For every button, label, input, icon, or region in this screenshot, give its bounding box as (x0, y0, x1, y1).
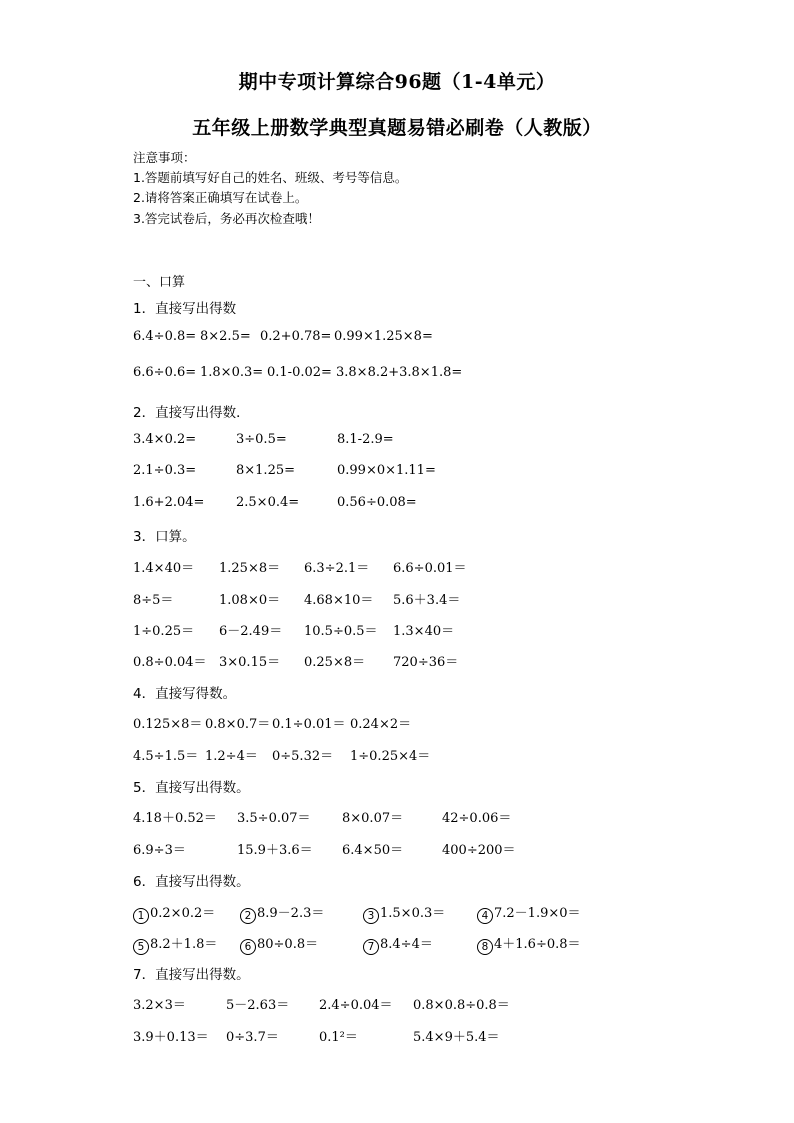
arithmetic-problem: 720÷36＝ (393, 655, 459, 670)
arithmetic-problem: 6.4÷0.8= (133, 329, 197, 344)
question-title: 6．直接写出得数。 (133, 874, 250, 890)
arithmetic-problem: 4.5÷1.5＝ (133, 749, 199, 764)
arithmetic-problem: 0.25×8＝ (304, 655, 366, 670)
arithmetic-problem: 1.4×40＝ (133, 561, 195, 576)
arithmetic-problem: 3×0.15＝ (219, 655, 281, 670)
problem-row (0, 620, 794, 640)
arithmetic-problem: 4.68×10＝ (304, 593, 374, 608)
problem-expression: 8.4÷4＝ (380, 937, 433, 952)
arithmetic-problem: 0.1-0.02= (267, 365, 332, 380)
arithmetic-problem: 1÷0.25＝ (133, 624, 195, 639)
arithmetic-problem: 0.2+0.78= (260, 329, 332, 344)
problem-expression: 8.9－2.3＝ (257, 906, 325, 921)
arithmetic-problem: 0.8×0.8÷0.8＝ (413, 998, 510, 1013)
problem-row (0, 1026, 794, 1046)
circled-number: 7 (363, 939, 379, 955)
arithmetic-problem: 0.99×0×1.11= (337, 463, 436, 478)
arithmetic-problem: 2.5×0.4= (236, 495, 300, 510)
problem-row (0, 713, 794, 733)
problem-row (0, 329, 794, 349)
arithmetic-problem: 6.4×50＝ (342, 843, 404, 858)
problem-row (0, 839, 794, 859)
arithmetic-problem: 0.56÷0.08= (337, 495, 417, 510)
arithmetic-problem: 42÷0.06＝ (442, 811, 512, 826)
problem-row (0, 365, 794, 385)
arithmetic-problem: 3÷0.5= (236, 432, 287, 447)
circled-number: 4 (477, 908, 493, 924)
arithmetic-problem (477, 902, 581, 924)
note-item: 3.答完试卷后，务必再次检查哦！ (133, 211, 320, 226)
arithmetic-problem: 6.9÷3＝ (133, 843, 186, 858)
arithmetic-problem: 5.4×9＋5.4＝ (413, 1030, 500, 1045)
question-title: 3．口算。 (133, 529, 196, 545)
arithmetic-problem: 0.125×8＝ (133, 717, 203, 732)
problem-expression: 7.2－1.9×0＝ (494, 906, 581, 921)
arithmetic-problem: 6－2.49＝ (219, 624, 283, 639)
problem-expression: 4＋1.6÷0.8＝ (494, 937, 581, 952)
arithmetic-problem: 15.9＋3.6＝ (237, 843, 313, 858)
arithmetic-problem: 1÷0.25×4＝ (350, 749, 431, 764)
problem-row (0, 589, 794, 609)
question-title: 1．直接写出得数 (133, 301, 237, 317)
problem-row (0, 902, 794, 922)
circled-number: 1 (133, 908, 149, 924)
problem-row (0, 807, 794, 827)
problem-row (0, 495, 794, 515)
problem-row (0, 432, 794, 452)
arithmetic-problem: 8.1-2.9= (337, 432, 394, 447)
arithmetic-problem: 1.2÷4＝ (205, 749, 258, 764)
note-item: 1.答题前填写好自己的姓名、班级、考号等信息。 (133, 170, 408, 185)
question-title: 7．直接写出得数。 (133, 967, 250, 983)
problem-row (0, 463, 794, 483)
question-title: 2．直接写出得数． (133, 405, 250, 421)
arithmetic-problem: 8×1.25= (236, 463, 296, 478)
section-heading: 一、口算 (133, 275, 186, 290)
arithmetic-problem: 1.6+2.04= (133, 495, 205, 510)
problem-row (0, 557, 794, 577)
arithmetic-problem: 1.8×0.3= (200, 365, 264, 380)
arithmetic-problem: 10.5÷0.5＝ (304, 624, 378, 639)
arithmetic-problem: 1.3×40＝ (393, 624, 455, 639)
arithmetic-problem: 0÷5.32＝ (272, 749, 334, 764)
circled-number: 5 (133, 939, 149, 955)
arithmetic-problem: 0.99×1.25×8= (334, 329, 433, 344)
arithmetic-problem: 0.8÷0.04＝ (133, 655, 207, 670)
arithmetic-problem: 5.6＋3.4＝ (393, 593, 461, 608)
question-title: 4．直接写得数。 (133, 686, 237, 702)
arithmetic-problem: 400÷200＝ (442, 843, 516, 858)
arithmetic-problem (363, 933, 433, 955)
arithmetic-problem: 6.6÷0.6= (133, 365, 197, 380)
arithmetic-problem (133, 933, 217, 955)
problem-expression: 8.2＋1.8＝ (150, 937, 218, 952)
arithmetic-problem: 8÷5＝ (133, 593, 174, 608)
arithmetic-problem: 1.08×0＝ (219, 593, 281, 608)
arithmetic-problem: 8×2.5= (200, 329, 251, 344)
page-subtitle: 五年级上册数学典型真题易错必刷卷（人教版） (192, 117, 602, 139)
arithmetic-problem (477, 933, 581, 955)
problem-expression: 1.5×0.3＝ (380, 906, 446, 921)
arithmetic-problem (363, 902, 445, 924)
note-item: 2.请将答案正确填写在试卷上。 (133, 190, 308, 205)
arithmetic-problem: 5－2.63＝ (226, 998, 290, 1013)
problem-expression: 80÷0.8＝ (257, 937, 319, 952)
arithmetic-problem (240, 902, 324, 924)
arithmetic-problem: 3.5÷0.07＝ (237, 811, 311, 826)
arithmetic-problem: 8×0.07＝ (342, 811, 404, 826)
arithmetic-problem: 0.1÷0.01＝ (272, 717, 346, 732)
problem-row (0, 745, 794, 765)
problem-row (0, 994, 794, 1014)
arithmetic-problem: 3.4×0.2= (133, 432, 197, 447)
arithmetic-problem (133, 902, 215, 924)
arithmetic-problem: 4.18＋0.52＝ (133, 811, 217, 826)
notes-heading: 注意事项： (133, 150, 196, 165)
arithmetic-problem: 0.24×2＝ (350, 717, 412, 732)
circled-number: 2 (240, 908, 256, 924)
question-title: 5．直接写出得数。 (133, 780, 250, 796)
problem-row (0, 933, 794, 953)
arithmetic-problem (240, 933, 318, 955)
arithmetic-problem: 0.1²＝ (319, 1030, 358, 1045)
arithmetic-problem: 3.9＋0.13＝ (133, 1030, 209, 1045)
circled-number: 3 (363, 908, 379, 924)
arithmetic-problem: 3.8×8.2+3.8×1.8= (336, 365, 463, 380)
arithmetic-problem: 2.1÷0.3= (133, 463, 197, 478)
page-title: 期中专项计算综合96题（1-4单元） (238, 71, 556, 93)
problem-row (0, 651, 794, 671)
circled-number: 6 (240, 939, 256, 955)
problem-expression: 0.2×0.2＝ (150, 906, 216, 921)
arithmetic-problem: 6.3÷2.1＝ (304, 561, 370, 576)
circled-number: 8 (477, 939, 493, 955)
arithmetic-problem: 2.4÷0.04＝ (319, 998, 393, 1013)
arithmetic-problem: 6.6÷0.01＝ (393, 561, 467, 576)
arithmetic-problem: 0÷3.7＝ (226, 1030, 279, 1045)
arithmetic-problem: 0.8×0.7＝ (205, 717, 271, 732)
arithmetic-problem: 1.25×8＝ (219, 561, 281, 576)
arithmetic-problem: 3.2×3＝ (133, 998, 186, 1013)
